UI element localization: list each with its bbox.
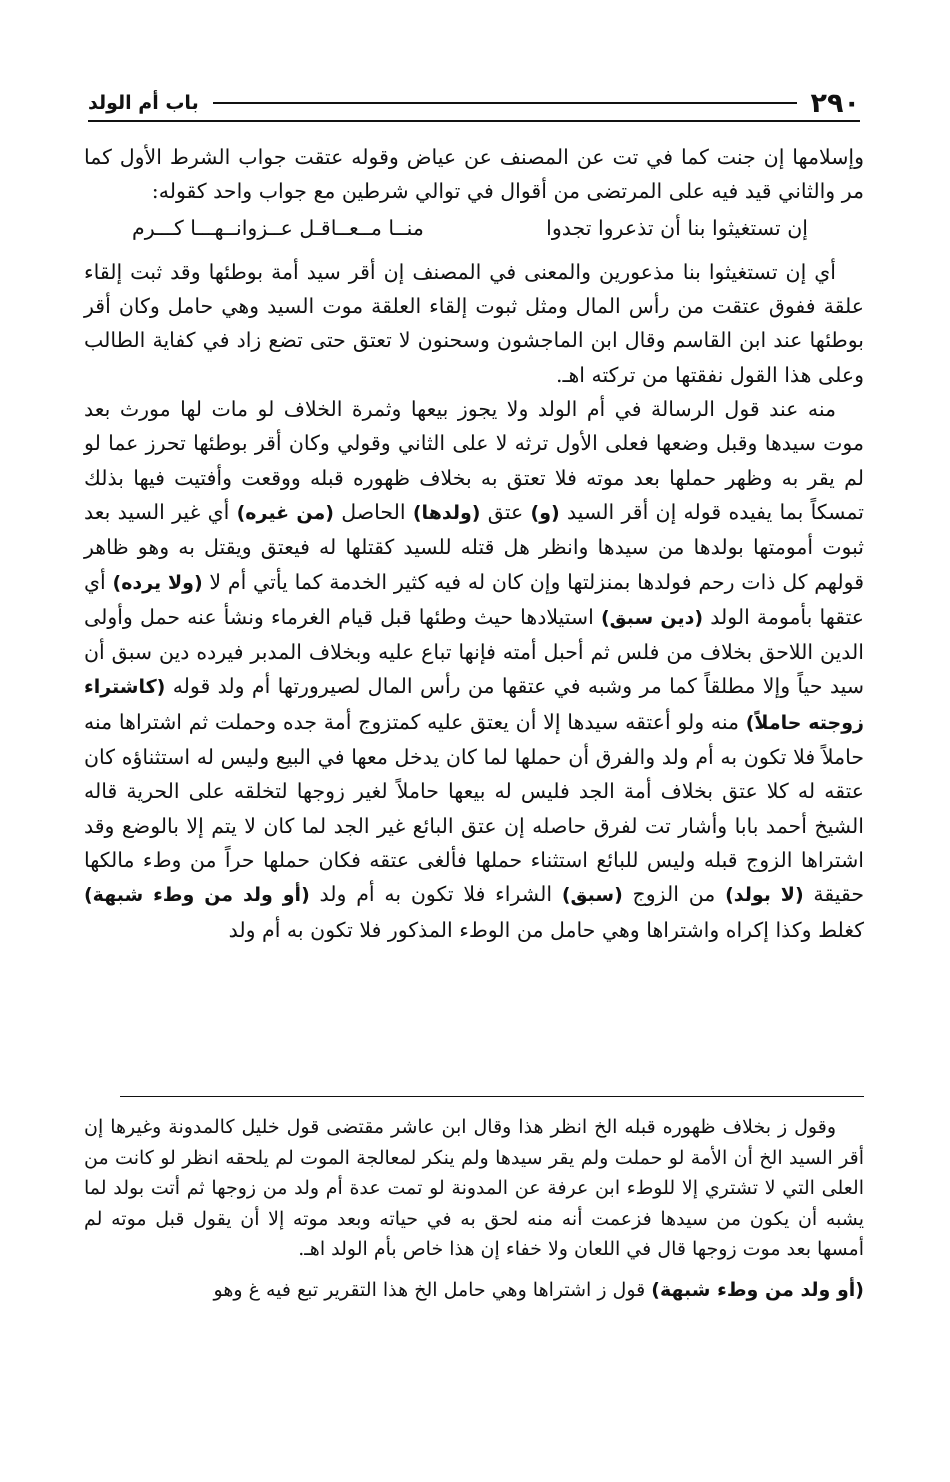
running-header — [88, 88, 860, 118]
verse-first-hemistich: إن تستغيثوا بنا أن تذعروا تجدوا — [546, 215, 808, 240]
footnote-text: قول ز اشتراها وهي حامل الخ هذا التقرير تبع فيه غ وهو — [213, 1278, 652, 1301]
matn-quote: (كاشتراء زوجته حاملاً) — [84, 676, 864, 734]
matn-quote: (لا بولد) — [725, 884, 804, 907]
commentary-text: عتق — [480, 499, 531, 524]
explanation-paragraph: أي إن تستغيثوا بنا مذعورين والمعنى في المصنف إن أقر سيد أمة بوطئها وقد ثبت إلقاء علقة ففوق عتقت من رأس المال ومثل ثبوت إلقاء العلقة موت السيد وهي حامل وكان أقر بوطئها عند ابن القاسم وقال ابن الماجشون وسحنون لا تعتق حتى تضع زاد في كفاية الطالب وعلى هذا القول نفقتها من تركته اهـ. — [84, 259, 864, 387]
matn-quote: (ولدها) — [412, 501, 481, 524]
matn-quote: (و) — [530, 501, 560, 524]
commentary-text: كغلط وكذا إكراه واشتراها وهي حامل من الوطء المذكور فلا تكون به أم ولد — [228, 917, 864, 942]
poetry-verse — [84, 209, 864, 249]
footnote-separator — [120, 1096, 864, 1097]
header-rule — [88, 120, 860, 122]
footnote-paragraph — [84, 1275, 864, 1306]
commentary-text: أي غير السيد بعد ثبوت أمومتها بولدها من سيدها وانظر هل قتله للسيد كقتلها له فيعتق ويقتل به وهو ظاهر قولهم كل ذات رحم فولدها بمنزلتها وإن كان له فيه كثير الخدمة كما يأتي أم لا — [84, 499, 864, 594]
page-number: ٢٩٠ — [810, 87, 860, 119]
matn-quote: (دين سبق) — [600, 606, 704, 629]
verse-second-hemistich: منــا مــعــاقـل عــزوانــهـــا كـــرم — [132, 215, 424, 240]
header-line — [213, 102, 797, 104]
chapter-title: باب أم الولد — [88, 92, 199, 114]
commentary-text: استيلادها حيث وطئها قبل قيام الغرماء ونشأ عنه حمل وأولى الدين اللاحق بخلاف من فلس ثم أحبل أمته فإنها تباع عليه وبخلاف المدبر فيرده دين سبق أن سيد حياً وإلا مطلقاً كما مر وشبه في عتقها من رأس المال لصيرورتها أم ولد قوله — [84, 604, 864, 699]
commentary-text: أي عتقها بأمومة الولد — [84, 569, 865, 629]
commentary-paragraph — [84, 392, 864, 947]
commentary-text: الشراء فلا تكون به أم ولد — [309, 882, 562, 907]
matn-quote: (أو ولد من وطء شبهة) — [651, 1278, 864, 1301]
main-text — [84, 140, 864, 947]
footnote-paragraph: وقول ز بخلاف ظهوره قبله الخ انظر هذا وقال ابن عاشر مقتضى قول خليل كالمدونة وغيرها إن أقر السيد الخ أن الأمة لو حملت ولم يقر سيدها ولم ينكر لمعالجة الموت لم يلحقه انظر لو كانت من العلى التي لا تشتري إلا للوطء ابن عرفة عن المدونة لو تمت عدة أم ولد من زوجها ثم أتت بولد لما يشبه أن يكون من سيدها فزعمت أنه منه لحق به في حياته وبعد موته إلا أن يقول قبل موته لم أمسها بعد موت زوجها قال في اللعان ولا خفاء إن هذا خاص بأم الولد اهـ. — [84, 1116, 864, 1260]
commentary-text: من الزوج — [622, 882, 726, 907]
matn-quote: (أو ولد من وطء شبهة) — [84, 884, 310, 907]
commentary-text: منه عند قول الرسالة في أم الولد ولا يجوز بيعها وثمرة الخلاف لو مات لها مورث بعد موت سيدها وقبل وضعها فعلى الأول ترثه لا على الثاني وقولي وكان أقر بوطئها تحرز عما لو لم يقر به وظهر حملها بعد موته فلا تعتق به بخلاف ظهوره قبله ووقعت وأفتيت فيها بذلك تمسكاً بما يفيده قوله إن أقر السيد — [84, 397, 864, 524]
matn-quote: (من غيره) — [236, 501, 334, 524]
intro-paragraph: وإسلامها إن جنت كما في تت عن المصنف عن عياض وقوله عتقت جواب الشرط الأول كما مر والثاني قيد فيه على المرتضى من أقوال في توالي شرطين مع جواب واحد كقوله: — [84, 145, 864, 204]
commentary-text: منه ولو أعتقه سيدها إلا أن يعتق عليه كمتزوج أمة جده وحملت ثم اشتراها منه حاملاً فلا تكون به أم ولد والفرق أن حملها لما كان يدخل معها في البيع وليس له استثناؤه كان عتقه له كلا عتق بخلاف أمة الجد فليس له بيعها حاملاً لغير زوجها لتخلقه على الحرية قاله الشيخ أحمد بابا وأشار تت لفرق حاصله إن عتق البائع غير الجد لما كان لا يتم إلا بالوضع وقد اشتراها الزوج قبله وليس للبائع استثناء حملها فألغى عتقه فكان حملها حراً من وطء مالكها حقيقة — [84, 709, 865, 907]
matn-quote: (ولا يرده) — [112, 571, 203, 594]
footnotes — [84, 1112, 864, 1305]
commentary-text: الحاصل — [333, 499, 413, 524]
matn-quote: (سبق) — [561, 884, 623, 907]
